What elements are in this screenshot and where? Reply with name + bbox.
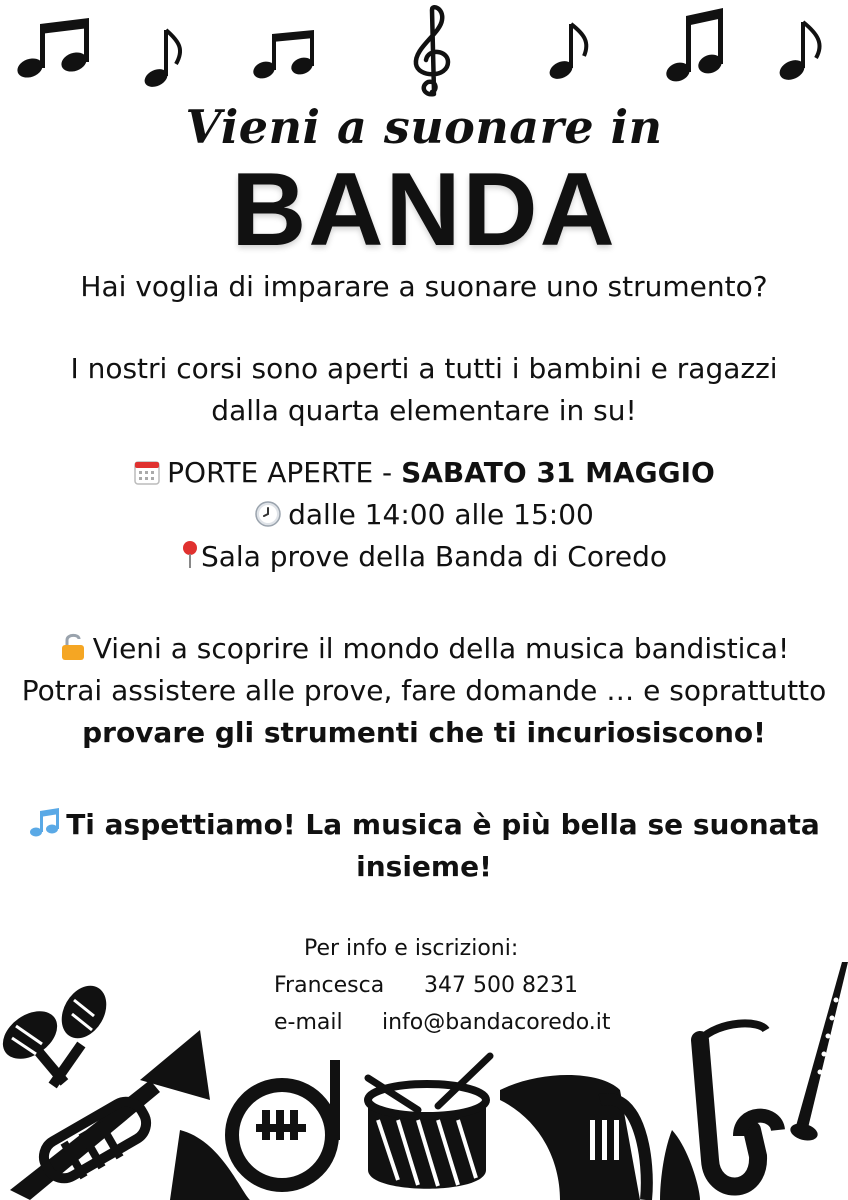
script-title: Vieni a suonare in <box>185 100 663 154</box>
beamed-notes-icon <box>664 6 724 86</box>
pin-icon <box>181 540 199 570</box>
intro-courses <box>0 348 848 432</box>
event-date: SABATO 31 MAGGIO <box>401 456 715 489</box>
beamed-notes-icon <box>248 30 320 82</box>
tuba-icon <box>500 1075 647 1200</box>
event-label: PORTE APERTE - <box>167 456 402 489</box>
eighth-note-icon <box>140 28 186 90</box>
event-time-line <box>0 494 848 536</box>
beamed-notes-icon <box>10 18 98 82</box>
drum-icon <box>368 1056 490 1189</box>
clock-icon <box>254 500 282 528</box>
invite-line-1: Vieni a scoprire il mondo della musica bandistica! <box>0 628 848 670</box>
event-place-line <box>0 536 848 578</box>
calendar-icon <box>133 458 161 486</box>
invite-line-3: provare gli strumenti che ti incuriosiscono! <box>82 716 766 749</box>
contact-phone: 347 500 8231 <box>424 973 578 998</box>
courses-line-2: dalla quarta elementare in su! <box>211 394 637 427</box>
event-info <box>0 452 848 578</box>
clarinet-icon <box>788 962 848 1143</box>
unlock-icon <box>59 632 87 662</box>
instruments-illustration <box>0 960 848 1200</box>
contact-name: Francesca <box>274 973 385 998</box>
eighth-note-icon <box>776 20 828 82</box>
closing-line-2: insieme! <box>356 850 492 883</box>
courses-line-1: I nostri corsi sono aperti a tutti i bambini e ragazzi <box>70 352 778 385</box>
closing-block <box>0 804 848 888</box>
intro-question: Hai voglia di imparare a suonare uno strumento? <box>80 270 768 303</box>
contact-email: info@bandacoredo.it <box>382 1010 611 1035</box>
closing-line-1: Ti aspettiamo! La musica è più bella se suonata <box>0 804 848 846</box>
event-place: Sala prove della Banda di Coredo <box>201 540 667 573</box>
music-note-blue-icon <box>28 808 60 838</box>
treble-clef-icon <box>408 4 458 100</box>
saxophone-icon <box>660 1023 778 1200</box>
main-title: BANDA <box>231 152 617 268</box>
invite-line-2: Potrai assistere alle prove, fare domande … e soprattutto <box>21 674 827 707</box>
invite-block <box>0 628 848 754</box>
contact-email-label: e-mail <box>274 1010 343 1035</box>
event-time: dalle 14:00 alle 15:00 <box>288 498 594 531</box>
contact-heading: Per info e iscrizioni: <box>304 936 519 961</box>
event-date-line <box>0 452 848 494</box>
maracas-icon <box>0 978 115 1089</box>
eighth-note-icon <box>546 22 592 82</box>
